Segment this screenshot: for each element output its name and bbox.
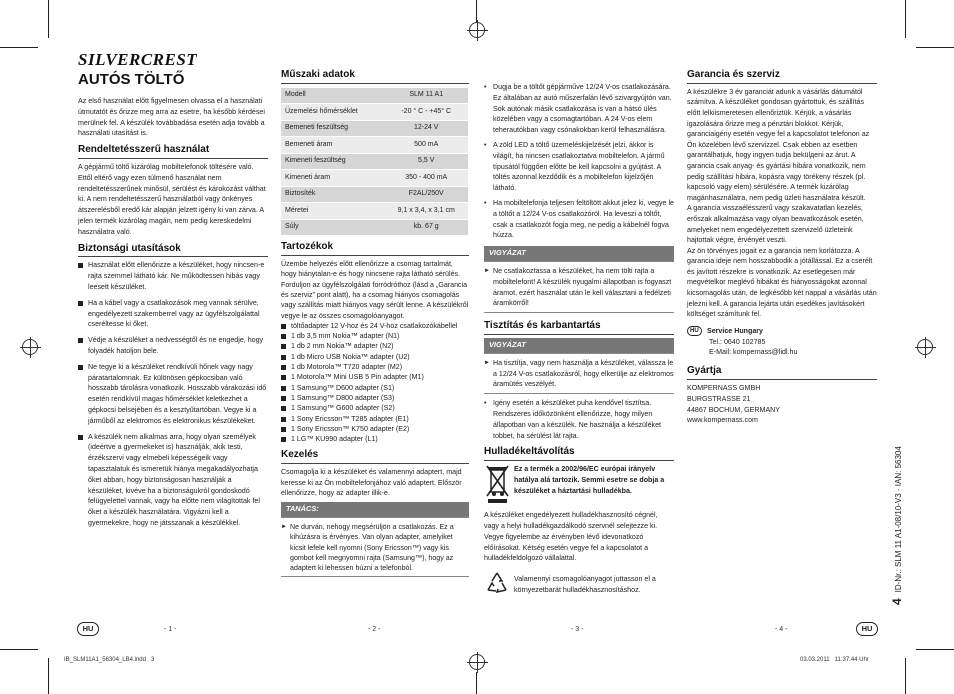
maker-line: 44867 BOCHUM, GERMANY bbox=[687, 405, 781, 414]
list-item: 1 db 2 mm Nokia™ adapter (N2) bbox=[281, 341, 469, 351]
list-item: 1 Samsung™ D600 adapter (S1) bbox=[281, 383, 469, 393]
warning-text: ► Ha tisztítja, vagy nem használja a készüléket, válassza le a 12/24 V-os csatlakozásról, hogy elkerülje az elektromos áramütés veszélyét. bbox=[484, 358, 674, 390]
accessories-text: Üzembe helyezés előtt ellenőrizze a csomag tartalmát, hogy hiánytalan-e és hogy nincsene rajta látható sérülés. Forduljon az ügyfélszolgálati forródróthoz (lásd a „Garancia és szerviz” pont alatt), ha a csomag hiányos csomagolás vagy szállítás miatt hiányos vagy sérült lenne. A készülékről vegye le az összes csomagolóanyagot. bbox=[281, 260, 469, 320]
intro-text: Az első használat előtt figyelmesen olvassa el a használati útmutatót és őrizze meg arra az esetre, ha később kérdései merülnek fel. A készülék továbbadása esetén adja tovább a használati utasítást is. bbox=[78, 97, 265, 138]
spec-value: 9,1 x 3,4, x 3,1 cm bbox=[384, 203, 468, 220]
tip-box bbox=[281, 517, 469, 577]
heading-manufacturer: Gyártja bbox=[687, 366, 877, 380]
column-3 bbox=[484, 82, 674, 600]
crop-mark bbox=[476, 672, 477, 694]
crop-mark bbox=[0, 47, 38, 48]
page-title: AUTÓS TÖLTŐ bbox=[78, 71, 185, 88]
table-row bbox=[281, 170, 468, 187]
spec-label: Kimeneti feszültség bbox=[281, 153, 384, 170]
crop-mark bbox=[48, 0, 49, 38]
list-item: 1 Samsung™ D800 adapter (S3) bbox=[281, 393, 469, 403]
weee-text: Ez a termék a 2002/96/EC európai irányelv hatálya alá tartozik. Semmi esetre se dobja a készüléket a háztartási hulladékba. bbox=[514, 465, 665, 495]
spec-label: Méretei bbox=[281, 203, 384, 220]
heading-warranty: Garancia és szerviz bbox=[687, 70, 877, 84]
column-4 bbox=[687, 64, 877, 426]
spec-label: Bemeneti áram bbox=[281, 137, 384, 154]
list-item: 1 Motorola™ Mini USB 5 Pin adapter (M1) bbox=[281, 372, 469, 382]
registration-mark-icon bbox=[22, 339, 38, 355]
side-id bbox=[890, 445, 904, 605]
warning-bar: VIGYÁZAT bbox=[484, 246, 674, 261]
language-badge-right: HU bbox=[856, 622, 878, 636]
registration-mark-icon bbox=[469, 654, 485, 670]
heading-intended-use: Rendeltetésszerű használat bbox=[78, 145, 268, 159]
crop-mark bbox=[916, 649, 954, 650]
column-1 bbox=[78, 96, 268, 529]
list-item: 1 db Micro USB Nokia™ adapter (U2) bbox=[281, 352, 469, 362]
crop-mark bbox=[476, 0, 477, 22]
page-number: - 3 - bbox=[571, 626, 584, 633]
spec-label: Üzemelési hőmérséklet bbox=[281, 104, 384, 121]
spec-value: 350 - 400 mA bbox=[384, 170, 468, 187]
crop-mark bbox=[0, 649, 38, 650]
operation-step: • Dugja be a töltőt gépjárműve 12/24 V-os csatlakozására. Ez általában az autó műszerfalán lévő szivargyújtón van. Sok autónak másik csatlakozása is van a hátsó ülés közelében vagy a csomagtartóban. A 24 V-os elem teherautókban vagy csónakokban kerül felhasználásra. bbox=[484, 82, 674, 136]
spec-value: SLM 11 A1 bbox=[384, 88, 468, 104]
page-number: - 4 - bbox=[775, 626, 788, 633]
page-number: - 2 - bbox=[368, 626, 381, 633]
service-tel: Tel.: 0640 102785 bbox=[709, 337, 766, 346]
table-row bbox=[281, 104, 468, 121]
list-item: 1 db 3,5 mm Nokia™ adapter (N1) bbox=[281, 331, 469, 341]
heading-accessories: Tartozékok bbox=[281, 242, 469, 256]
file-name: IB_SLM11A1_56304_LB4.indd 3 bbox=[64, 657, 155, 663]
table-row bbox=[281, 137, 468, 154]
spec-value: 5,5 V bbox=[384, 153, 468, 170]
safety-item: Használat előtt ellenőrizze a készüléket, hogy nincsen-e rajta szemmel látható kár. Ne működtessen hibás vagy leesett készüléket. bbox=[78, 260, 268, 292]
table-row bbox=[281, 203, 468, 220]
recycle-block bbox=[484, 570, 674, 600]
registration-mark-icon bbox=[469, 22, 485, 38]
registration-mark-icon bbox=[917, 339, 933, 355]
list-item: 1 Samsung™ G600 adapter (S2) bbox=[281, 403, 469, 413]
safety-item: Ha a kábel vagy a csatlakozások meg vannak sérülve, engedélyezett szakemberrel vagy az ügyfélszolgálattal cseréltesse ki őket. bbox=[78, 298, 268, 330]
weee-block bbox=[484, 464, 674, 508]
page-number: - 1 - bbox=[164, 626, 177, 633]
spec-value: kb. 67 g bbox=[384, 219, 468, 236]
spec-label: Kimeneti áram bbox=[281, 170, 384, 187]
spec-value: 500 mA bbox=[384, 137, 468, 154]
service-title: Service Hungary bbox=[707, 326, 763, 335]
intended-use-text: A gépjármű töltő kizárólag mobiltelefonok töltésére való. Ettől eltérő vagy ezen túlmenő használat nem rendeltetésszerűnek minősül, sérülést és károkozást válthat ki. A nem rendeltetésszerű használatból vagy önkényes átszerelésből eredő kár alapján jelzett igény ki van zárva. A jelen termék kizárólag magán, nem pedig kereskedelmi használatra való. bbox=[78, 162, 266, 236]
operation-step: • Ha mobiltelefonja teljesen feltöltött akkut jelez ki, vegye le a töltőt a 12/24 V-os csatlakozóról. Ha leveszi a töltőt, csak a csatlakozót fogja meg, ne pedig a kábelnél fogva húzza. bbox=[484, 198, 674, 241]
table-row bbox=[281, 219, 468, 236]
safety-item: Védje a készüléket a nedvességtől és ne engedje, hogy folyadék hatoljon bele. bbox=[78, 335, 268, 357]
operation-text: Csomagolja ki a készüléket és valamennyi adaptert, majd keresse ki az Ön mobiltelefonjához való adaptert. Először ellenőrizze, hogy az adapter illik-e. bbox=[281, 468, 462, 497]
side-id-text: ID-Nr.: SLM 11 A1-08/10-V3 · IAN: 56304 bbox=[894, 446, 903, 593]
spec-label: Bemeneti feszültség bbox=[281, 120, 384, 137]
crop-mark bbox=[916, 47, 954, 48]
warranty-text: A készülékre 3 év garanciát adunk a vásárlás dátumától számítva. A készüléket gondosan gyártottuk, és szállítás előtt lelkiismeretesen ellenőriztük. Kérjük, a vásárlás igazolására őrizze meg a pénztári blokkot. Kérjük, garanciaigény esetén vegye fel a kapcsolatot telefonon az Ön közelében lévő szervizzel. Csak ebben az esetben garantálhatjuk, hogy ingyen tudja bekülдeni az árut. A garancia csak anyag- és gyártási hibára vonatkozik, nem pedig szállítási hibára, kopásra vagy törékeny részek (pl. kapcsoló vagy elem) sérülésére. A termék kizárólag magánhasználatra, nem pedig üzleti használatra készült. A garancia visszaélésszerű vagy szakavatatlan kezelés, erőszak alkalmazása vagy olyan beavatkozások esetén, amelyeket nem engedélyezettett szervizelő üzleteink hajtottak végre, érvényét veszti. Az ön törvényes jogait ez a garancia nem korlátozza. A garancia ideje nem hosszabbodik a jótállással. Ez a cserélt és javított részekre is vonatkozik. Az esetlegesen már megvételkor meglévő hibákat és hiányosságokat azonnal kicsomagolás után, de legkésőbb két nappal a vásárlás után jelezni kell. A garancia lejárta után esedékes javításokért költséget számítunk fel. bbox=[687, 87, 877, 319]
safety-item: A készülék nem alkalmas arra, hogy olyan személyek (ideértve a gyermekeket is) használják, akik testi, érzékszervi vagy elmebeli képességeik vagy tapasztalatuk és ismeretük hiánya megakadályozhatja őket abban, hogy biztonságosan használják a készüléket, kivéve ha a biztonságukról gondoskodó felügyelettel vannak, vagy ha előtte nem világítottak fel őket a készülék használatára. Vigyázni kell a gyermekekre, hogy ne játsszanak a készülékkel. bbox=[78, 432, 268, 529]
spec-label: Biztosíték bbox=[281, 186, 384, 203]
print-date: 03.03.2011 11:37:44 Uhr bbox=[800, 657, 869, 663]
warning-text: ► Ne csatlakoztassa a készüléket, ha nem tölti rajta a mobiltelefont! A készülék nyugalmi állapotban is fogyaszt áramot, ezért használat után le kell választani a fedélzeti áramkörről! bbox=[484, 266, 674, 309]
list-item: 1 Sony Ericsson™ T285 adapter (E1) bbox=[281, 414, 469, 424]
spec-value: -20 ° C - +45° C bbox=[384, 104, 468, 121]
heading-cleaning: Tisztítás és karbantartás bbox=[484, 321, 674, 335]
tip-text: ► Ne durván, nehogy megsérüljön a csatlakozás. Ez a kihúzásra is érvényes. Van olyan adapter, amelyiket kicsit lefele kell nyomni (Sony Ericsson™) vagy kis gombot kell megnyomni rajta (Samsung™), hogy az adaptert ki lehessen húzni a telefonból. bbox=[281, 522, 469, 573]
spec-value: 12-24 V bbox=[384, 120, 468, 137]
list-item: 1 db Motorola™ T720 adapter (M2) bbox=[281, 362, 469, 372]
maker-line: BURGSTRASSE 21 bbox=[687, 394, 751, 403]
crop-mark bbox=[905, 658, 906, 694]
spec-label: Modell bbox=[281, 88, 384, 104]
crossed-bin-icon bbox=[486, 464, 510, 504]
accessories-list bbox=[281, 321, 469, 445]
side-page-number: 4 bbox=[890, 598, 904, 605]
operation-step: • A zöld LED a töltő üzemeléskijelzését jelzi, ákkor is világít, ha nincsen csatlakoztatva mobiltelefon. A jármű típusától függően előtte be kell kapcsolni a gyújtást. A töltés azonnal kezdődik és a mobiltelefon kijelzőjén látható. bbox=[484, 140, 674, 194]
list-item: töltőadapter 12 V-hoz és 24 V-hoz csatlakozókábellel bbox=[281, 321, 469, 331]
recycle-icon bbox=[484, 570, 510, 596]
list-item: 1 Sony Ericsson™ K750 adapter (E2) bbox=[281, 424, 469, 434]
language-badge-left: HU bbox=[77, 622, 99, 636]
crop-mark bbox=[48, 658, 49, 694]
table-row bbox=[281, 120, 468, 137]
heading-technical-data: Műszaki adatok bbox=[281, 70, 469, 84]
brand-logo: SILVERCREST bbox=[78, 50, 198, 69]
list-item: 1 LG™ KU990 adapter (L1) bbox=[281, 434, 469, 444]
recycle-text: Valamennyi csomagolóanyagot juttasson el a környezetbarát hulladékhasznosításhoz. bbox=[514, 575, 656, 594]
table-row bbox=[281, 88, 468, 104]
table-row bbox=[281, 153, 468, 170]
warning-box bbox=[484, 353, 674, 394]
heading-disposal: Hulladékeltávolítás bbox=[484, 447, 674, 461]
warning-box bbox=[484, 261, 674, 313]
cleaning-text: • Igény esetén a készüléket puha kendővel tisztítsa. Rendszeres időközönként ellenőrizze, hogy milyen állapotban van a készülék. Ne használja a készüléket tobbet, ha sérülést lát rajta. bbox=[484, 398, 674, 441]
service-block bbox=[687, 326, 877, 358]
spec-value: F2AL/250V bbox=[384, 186, 468, 203]
service-email: E-Mail: kompernass@lidl.hu bbox=[709, 348, 798, 357]
maker-line: www.kompernass.com bbox=[687, 416, 758, 425]
heading-safety: Biztonsági utasítások bbox=[78, 244, 268, 258]
hu-badge: HU bbox=[687, 326, 702, 336]
heading-operation: Kezelés bbox=[281, 450, 469, 464]
spec-table bbox=[281, 88, 468, 237]
tip-bar: TANÁCS: bbox=[281, 502, 469, 517]
spec-label: Súly bbox=[281, 219, 384, 236]
table-row bbox=[281, 186, 468, 203]
column-2 bbox=[281, 64, 469, 577]
warning-bar: VIGYÁZAT bbox=[484, 338, 674, 353]
disposal-text: A készüléket engedélyezett hulladékhasznosító cégnél, vagy a helyi hulladékgazdálkodó szervnél selejtezze ki. Vegye figyelembe az érvényben lévő idevonatkozó előírásokat. Kétség esetén vegye fel a kapcsolatot a hulladékfeldolgozó vállalattal. bbox=[484, 511, 658, 563]
crop-mark bbox=[905, 0, 906, 38]
safety-item: Ne tegye ki a készüléket rendkívüli hőnek vagy nagy páratartalomnak. Ez különösen gépkocsiban való hosszabb tárolásra vonatkozik. Hosszabb várakozási idő esetén rendkívül magas hőmérséklet keletkezhet a gépkocsi belsejében és a kesztyűtartóban. Vegye ki a járműből az elektromos és elektronikus készülékeket. bbox=[78, 362, 268, 427]
maker-line: KOMPERNASS GMBH bbox=[687, 384, 761, 393]
